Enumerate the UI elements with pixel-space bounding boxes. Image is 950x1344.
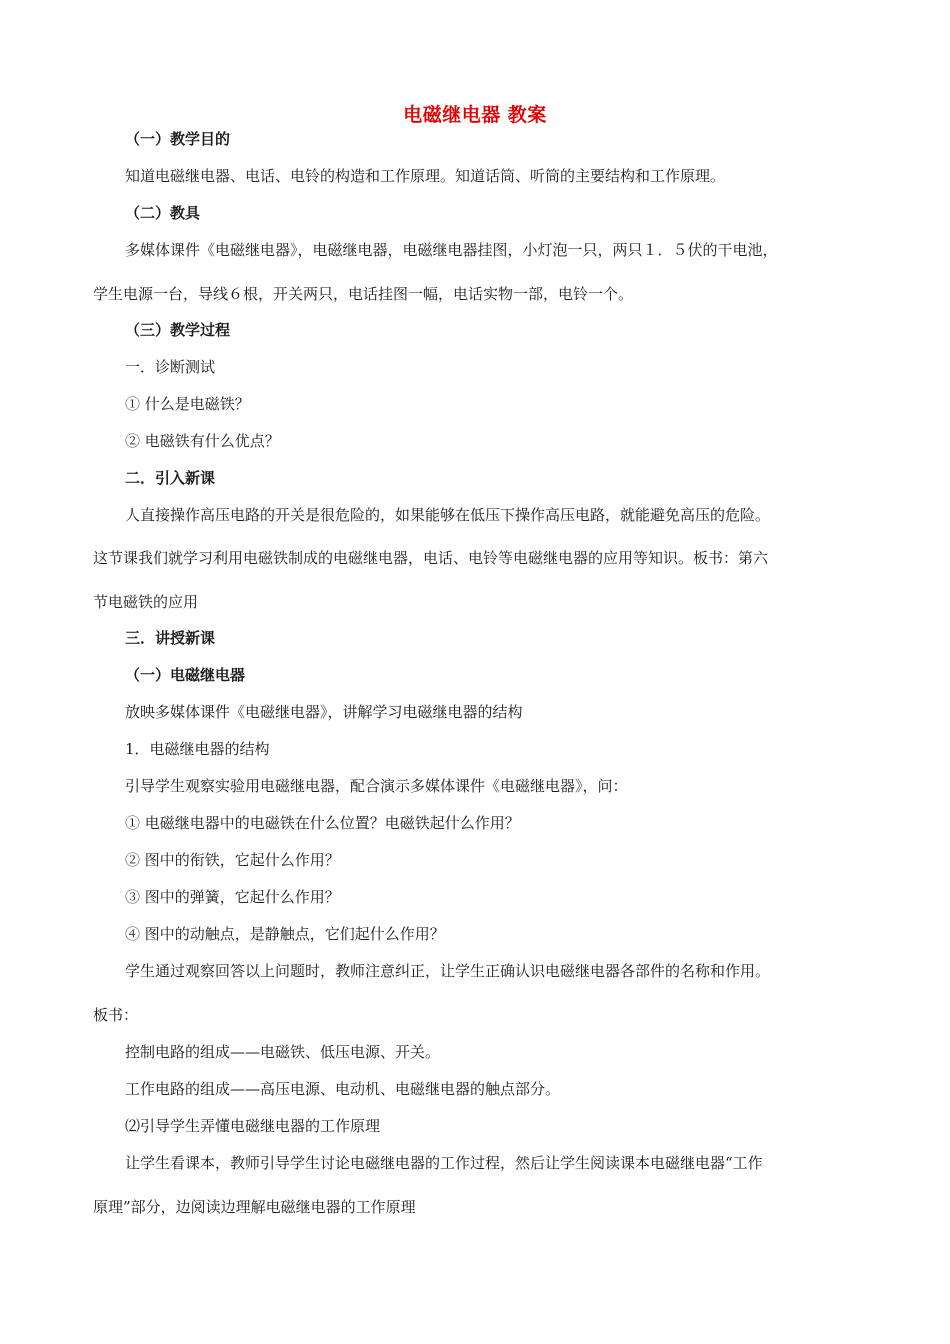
subheading-diagnostic-test: 一．诊断测试 bbox=[125, 358, 216, 376]
paragraph-objectives: 知道电磁继电器、电话、电铃的构造和工作原理。知道话筒、听筒的主要结构和工作原理。 bbox=[125, 167, 726, 185]
question-item-1: ① 什么是电磁铁？ bbox=[125, 395, 250, 413]
document-title: 电磁继电器 教案 bbox=[403, 104, 547, 126]
paragraph-control-circuit: 控制电路的组成——电磁铁、低压电源、开关。 bbox=[125, 1043, 441, 1061]
paragraph-work-circuit: 工作电路的组成——高压电源、电动机、电磁继电器的触点部分。 bbox=[125, 1080, 561, 1098]
section-heading-process: （三）教学过程 bbox=[125, 321, 231, 339]
section-heading-objectives: （一）教学目的 bbox=[125, 130, 231, 148]
paragraph-intro-line-3: 节电磁铁的应用 bbox=[93, 593, 199, 611]
subheading-intro-new-lesson: 二．引入新课 bbox=[125, 469, 216, 487]
paragraph-tools-line-1: 多媒体课件《电磁继电器》，电磁继电器，电磁继电器挂图，小灯泡一只，两只１．５伏的干电池， bbox=[125, 241, 778, 259]
paragraph-guide-observe: 引导学生观察实验用电磁继电器，配合演示多媒体课件《电磁继电器》，问： bbox=[125, 777, 628, 795]
question-item-spring: ③ 图中的弹簧，它起什么作用？ bbox=[125, 888, 340, 906]
subheading-working-principle: ⑵引导学生弄懂电磁继电器的工作原理 bbox=[125, 1117, 381, 1135]
paragraph-courseware: 放映多媒体课件《电磁继电器》，讲解学习电磁继电器的结构 bbox=[125, 703, 523, 721]
paragraph-read-textbook-line-1: 让学生看课本，教师引导学生讨论电磁继电器的工作过程，然后让学生阅读课本电磁继电器“工作 bbox=[125, 1154, 763, 1172]
paragraph-board-label: 板书： bbox=[93, 1006, 139, 1024]
paragraph-tools-line-2: 学生电源一台，导线６根，开关两只，电话挂图一幅，电话实物一部，电铃一个。 bbox=[93, 285, 634, 303]
question-item-electromagnet: ① 电磁继电器中的电磁铁在什么位置？电磁铁起什么作用？ bbox=[125, 814, 520, 832]
question-item-armature: ② 图中的衔铁，它起什么作用？ bbox=[125, 851, 340, 869]
subheading-teach-new-lesson: 三．讲授新课 bbox=[125, 629, 216, 647]
question-item-2: ② 电磁铁有什么优点？ bbox=[125, 432, 280, 450]
question-item-contacts: ④ 图中的动触点，是静触点，它们起什么作用？ bbox=[125, 925, 445, 943]
paragraph-intro-line-1: 人直接操作高压电路的开关是很危险的，如果能够在低压下操作高压电路，就能避免高压的危险。 bbox=[125, 506, 771, 524]
paragraph-intro-line-2: 这节课我们就学习利用电磁铁制成的电磁继电器，电话、电铃等电磁继电器的应用等知识。板书：第六 bbox=[93, 549, 769, 567]
subheading-relay: （一）电磁继电器 bbox=[125, 666, 246, 684]
paragraph-read-textbook-line-2: 原理”部分，边阅读边理解电磁继电器的工作原理 bbox=[93, 1198, 416, 1216]
subheading-relay-structure: 1．电磁继电器的结构 bbox=[125, 740, 270, 758]
section-heading-tools: （二）教具 bbox=[125, 204, 201, 222]
paragraph-student-answer: 学生通过观察回答以上问题时，教师注意纠正，让学生正确认识电磁继电器各部件的名称和作用。 bbox=[125, 962, 771, 980]
